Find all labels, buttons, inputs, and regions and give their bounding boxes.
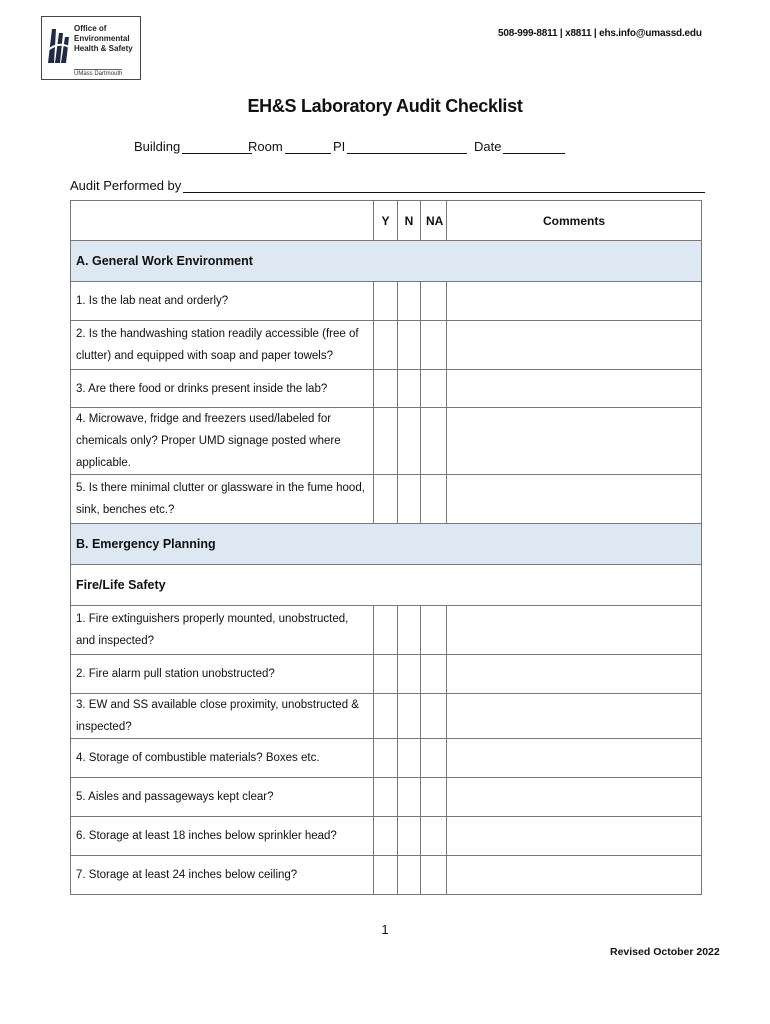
logo-text bbox=[74, 24, 133, 54]
question-text: 3. Are there food or drinks present inside the lab? bbox=[71, 370, 374, 408]
logo-line-3: Health & Safety bbox=[74, 44, 133, 53]
comments-cell[interactable] bbox=[447, 321, 702, 370]
na-cell[interactable] bbox=[421, 694, 447, 739]
na-cell[interactable] bbox=[421, 321, 447, 370]
table-row bbox=[71, 694, 702, 739]
building-label: Building bbox=[134, 139, 181, 154]
section-title: A. General Work Environment bbox=[71, 241, 702, 282]
question-text: 1. Is the lab neat and orderly? bbox=[71, 282, 374, 321]
question-text: 4. Storage of combustible materials? Boxes etc. bbox=[71, 739, 374, 778]
table-row bbox=[71, 282, 702, 321]
logo-line-2: Environmental bbox=[74, 34, 130, 43]
subsection-title: Fire/Life Safety bbox=[71, 565, 702, 606]
building-line[interactable] bbox=[182, 139, 252, 154]
table-row bbox=[71, 739, 702, 778]
ehs-logo bbox=[41, 16, 141, 80]
table-row bbox=[71, 817, 702, 856]
question-text: 2. Fire alarm pull station unobstructed? bbox=[71, 655, 374, 694]
no-cell[interactable] bbox=[398, 817, 421, 856]
contact-info: 508-999-8811 | x8811 | ehs.info@umassd.edu bbox=[498, 28, 702, 39]
question-text: 5. Is there minimal clutter or glassware in the fume hood, sink, benches etc.? bbox=[71, 475, 374, 524]
umass-logo-icon bbox=[46, 23, 70, 67]
table-row bbox=[71, 321, 702, 370]
table-header-row bbox=[71, 201, 702, 241]
no-cell[interactable] bbox=[398, 321, 421, 370]
room-field[interactable] bbox=[248, 139, 331, 154]
comments-cell[interactable] bbox=[447, 694, 702, 739]
no-cell[interactable] bbox=[398, 282, 421, 321]
logo-line-1: Office of bbox=[74, 24, 107, 33]
table-row bbox=[71, 408, 702, 475]
na-cell[interactable] bbox=[421, 856, 447, 895]
na-cell[interactable] bbox=[421, 282, 447, 321]
no-cell[interactable] bbox=[398, 739, 421, 778]
comments-cell[interactable] bbox=[447, 475, 702, 524]
na-cell[interactable] bbox=[421, 739, 447, 778]
na-cell[interactable] bbox=[421, 475, 447, 524]
comments-cell[interactable] bbox=[447, 778, 702, 817]
table-row bbox=[71, 655, 702, 694]
comments-cell[interactable] bbox=[447, 606, 702, 655]
comments-cell[interactable] bbox=[447, 739, 702, 778]
section-row-emergency-planning bbox=[71, 524, 702, 565]
revised-date: Revised October 2022 bbox=[610, 946, 720, 958]
page-number: 1 bbox=[381, 922, 389, 937]
question-text: 6. Storage at least 18 inches below sprinkler head? bbox=[71, 817, 374, 856]
page-title: EH&S Laboratory Audit Checklist bbox=[247, 96, 523, 116]
yes-cell[interactable] bbox=[374, 606, 398, 655]
yes-cell[interactable] bbox=[374, 655, 398, 694]
comments-cell[interactable] bbox=[447, 282, 702, 321]
question-text: 3. EW and SS available close proximity, unobstructed & inspected? bbox=[71, 694, 374, 739]
table-row bbox=[71, 370, 702, 408]
table-row bbox=[71, 856, 702, 895]
na-cell[interactable] bbox=[421, 817, 447, 856]
comments-cell[interactable] bbox=[447, 655, 702, 694]
no-cell[interactable] bbox=[398, 694, 421, 739]
na-cell[interactable] bbox=[421, 408, 447, 475]
yes-cell[interactable] bbox=[374, 408, 398, 475]
comments-cell[interactable] bbox=[447, 856, 702, 895]
yes-cell[interactable] bbox=[374, 778, 398, 817]
yes-cell[interactable] bbox=[374, 856, 398, 895]
audit-performed-by-field[interactable] bbox=[70, 178, 705, 193]
question-text: 4. Microwave, fridge and freezers used/labeled for chemicals only? Proper UMD signage posted where applicable. bbox=[71, 408, 374, 475]
question-text: 1. Fire extinguishers properly mounted, unobstructed, and inspected? bbox=[71, 606, 374, 655]
no-cell[interactable] bbox=[398, 370, 421, 408]
table-row bbox=[71, 475, 702, 524]
question-text: 2. Is the handwashing station readily accessible (free of clutter) and equipped with soap and paper towels? bbox=[71, 321, 374, 370]
column-header-n: N bbox=[398, 201, 421, 241]
yes-cell[interactable] bbox=[374, 282, 398, 321]
pi-line[interactable] bbox=[347, 139, 467, 154]
no-cell[interactable] bbox=[398, 606, 421, 655]
yes-cell[interactable] bbox=[374, 475, 398, 524]
room-label: Room bbox=[248, 139, 283, 154]
section-title: B. Emergency Planning bbox=[71, 524, 702, 565]
question-text: 7. Storage at least 24 inches below ceiling? bbox=[71, 856, 374, 895]
section-row-general-work-environment bbox=[71, 241, 702, 282]
na-cell[interactable] bbox=[421, 778, 447, 817]
comments-cell[interactable] bbox=[447, 817, 702, 856]
yes-cell[interactable] bbox=[374, 370, 398, 408]
yes-cell[interactable] bbox=[374, 817, 398, 856]
column-header-y: Y bbox=[374, 201, 398, 241]
no-cell[interactable] bbox=[398, 655, 421, 694]
audit-performed-by-line[interactable] bbox=[183, 178, 705, 193]
na-cell[interactable] bbox=[421, 606, 447, 655]
audit-checklist-table bbox=[70, 200, 702, 895]
pi-label: PI bbox=[333, 139, 346, 154]
comments-cell[interactable] bbox=[447, 370, 702, 408]
building-field[interactable] bbox=[134, 139, 252, 154]
room-line[interactable] bbox=[285, 139, 331, 154]
no-cell[interactable] bbox=[398, 778, 421, 817]
no-cell[interactable] bbox=[398, 408, 421, 475]
table-row bbox=[71, 778, 702, 817]
logo-subtitle: UMass Dartmouth bbox=[74, 71, 123, 77]
no-cell[interactable] bbox=[398, 856, 421, 895]
yes-cell[interactable] bbox=[374, 694, 398, 739]
no-cell[interactable] bbox=[398, 475, 421, 524]
subsection-row-fire-life-safety bbox=[71, 565, 702, 606]
yes-cell[interactable] bbox=[374, 321, 398, 370]
question-text: 5. Aisles and passageways kept clear? bbox=[71, 778, 374, 817]
comments-cell[interactable] bbox=[447, 408, 702, 475]
date-label: Date bbox=[474, 139, 502, 154]
question-column-header bbox=[71, 201, 374, 241]
date-line[interactable] bbox=[503, 139, 565, 154]
column-header-comments: Comments bbox=[447, 201, 702, 241]
na-cell[interactable] bbox=[421, 370, 447, 408]
table-row bbox=[71, 606, 702, 655]
pi-field[interactable] bbox=[333, 139, 467, 154]
na-cell[interactable] bbox=[421, 655, 447, 694]
column-header-na: NA bbox=[421, 201, 447, 241]
audit-performed-by-label: Audit Performed by bbox=[70, 178, 182, 193]
date-field[interactable] bbox=[474, 139, 565, 154]
yes-cell[interactable] bbox=[374, 739, 398, 778]
